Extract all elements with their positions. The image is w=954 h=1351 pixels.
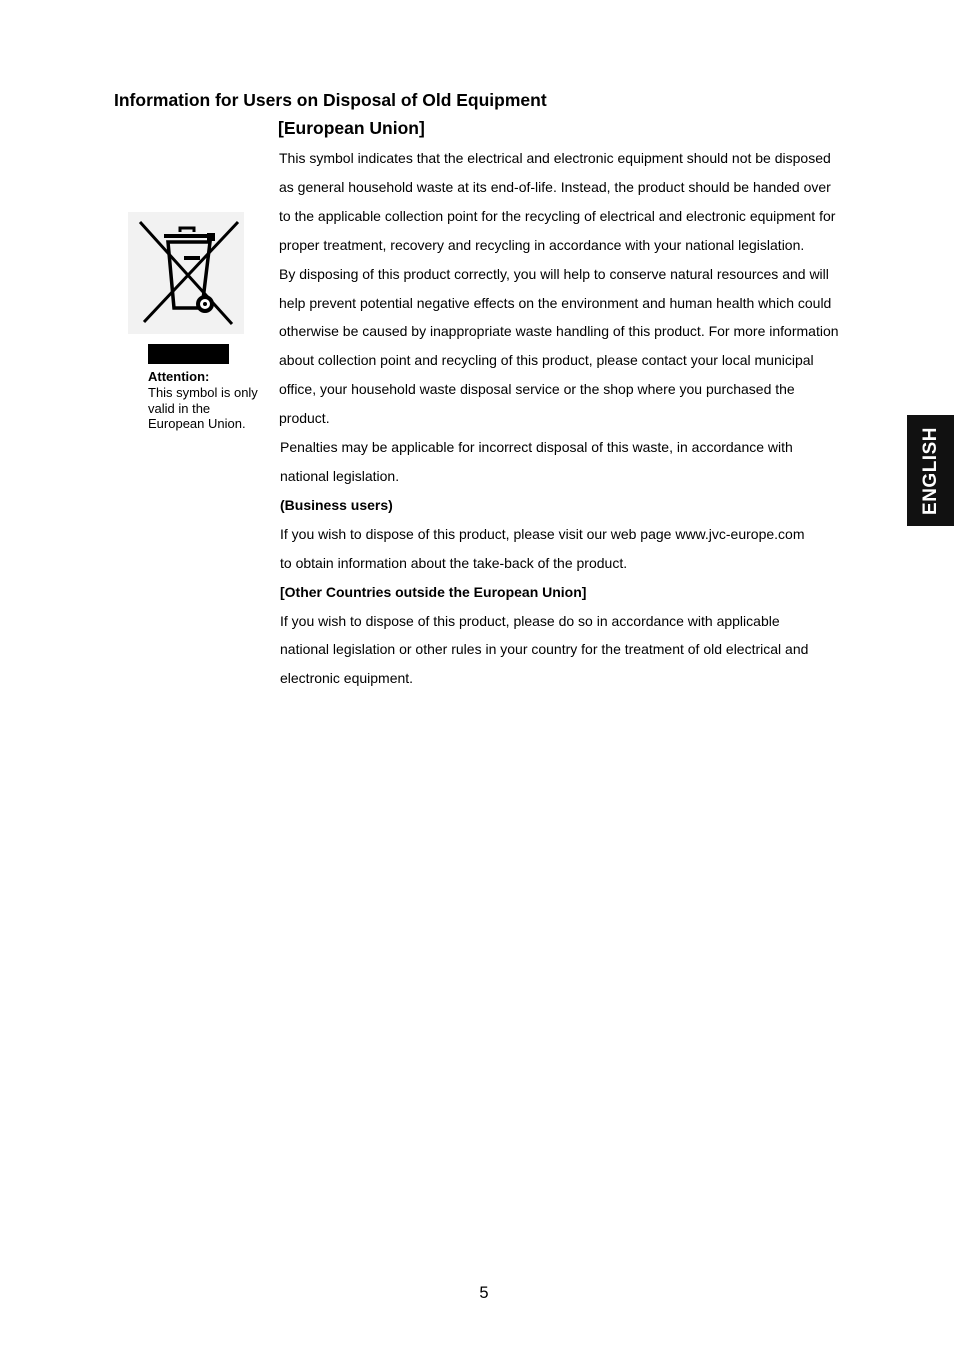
text-line: national legislation or other rules in your country for the treatment of old electrical and: [280, 641, 809, 658]
text-line: to obtain information about the take-back of the product.: [280, 554, 628, 571]
text-line: office, your household waste disposal service or the shop where you purchased the: [279, 381, 795, 398]
text-line: national legislation.: [280, 467, 400, 484]
language-tab-label: ENGLISH: [919, 426, 941, 515]
text-line: This symbol indicates that the electrical and electronic equipment should not be disposed: [279, 150, 831, 166]
text-line: as general household waste at its end-of-life. Instead, the product should be handed over: [279, 178, 831, 195]
attention-note: [148, 369, 268, 432]
section-heading-european-union: [European Union]: [278, 118, 425, 138]
weee-symbol-bar: [148, 344, 229, 364]
attention-title: Attention:: [148, 369, 210, 384]
text-line: If you wish to dispose of this product, please do so in accordance with applicable: [280, 612, 780, 629]
page-heading: Information for Users on Disposal of Old Equipment: [114, 90, 547, 110]
text-line: proper treatment, recovery and recycling in accordance with your national legislation.: [279, 236, 805, 253]
crossed-out-wheelie-bin-icon: [128, 212, 244, 334]
text-line: electronic equipment.: [280, 670, 414, 687]
text-line: By disposing of this product correctly, you will help to conserve natural resources and will: [279, 265, 829, 282]
text-line: to the applicable collection point for the recycling of electrical and electronic equipment for: [279, 207, 836, 224]
language-tab: [907, 415, 954, 526]
attention-text: This symbol is only valid in the European Union.: [148, 384, 258, 432]
text-line: If you wish to dispose of this product, please visit our web page www.jvc-europe.com: [280, 525, 805, 542]
text-line: Penalties may be applicable for incorrect disposal of this waste, in accordance with: [280, 439, 793, 456]
body-text: [279, 144, 869, 693]
text-line: otherwise be caused by inappropriate waste handling of this product. For more information: [279, 323, 839, 340]
section-heading-other-countries: [Other Countries outside the European Union]: [280, 583, 587, 600]
text-line: about collection point and recycling of this product, please contact your local municipal: [279, 352, 814, 369]
text-line: help prevent potential negative effects on the environment and human health which could: [279, 294, 832, 311]
section-heading-business-users: (Business users): [280, 496, 393, 513]
text-line: product.: [279, 410, 330, 427]
page-number: 5: [479, 1284, 489, 1302]
